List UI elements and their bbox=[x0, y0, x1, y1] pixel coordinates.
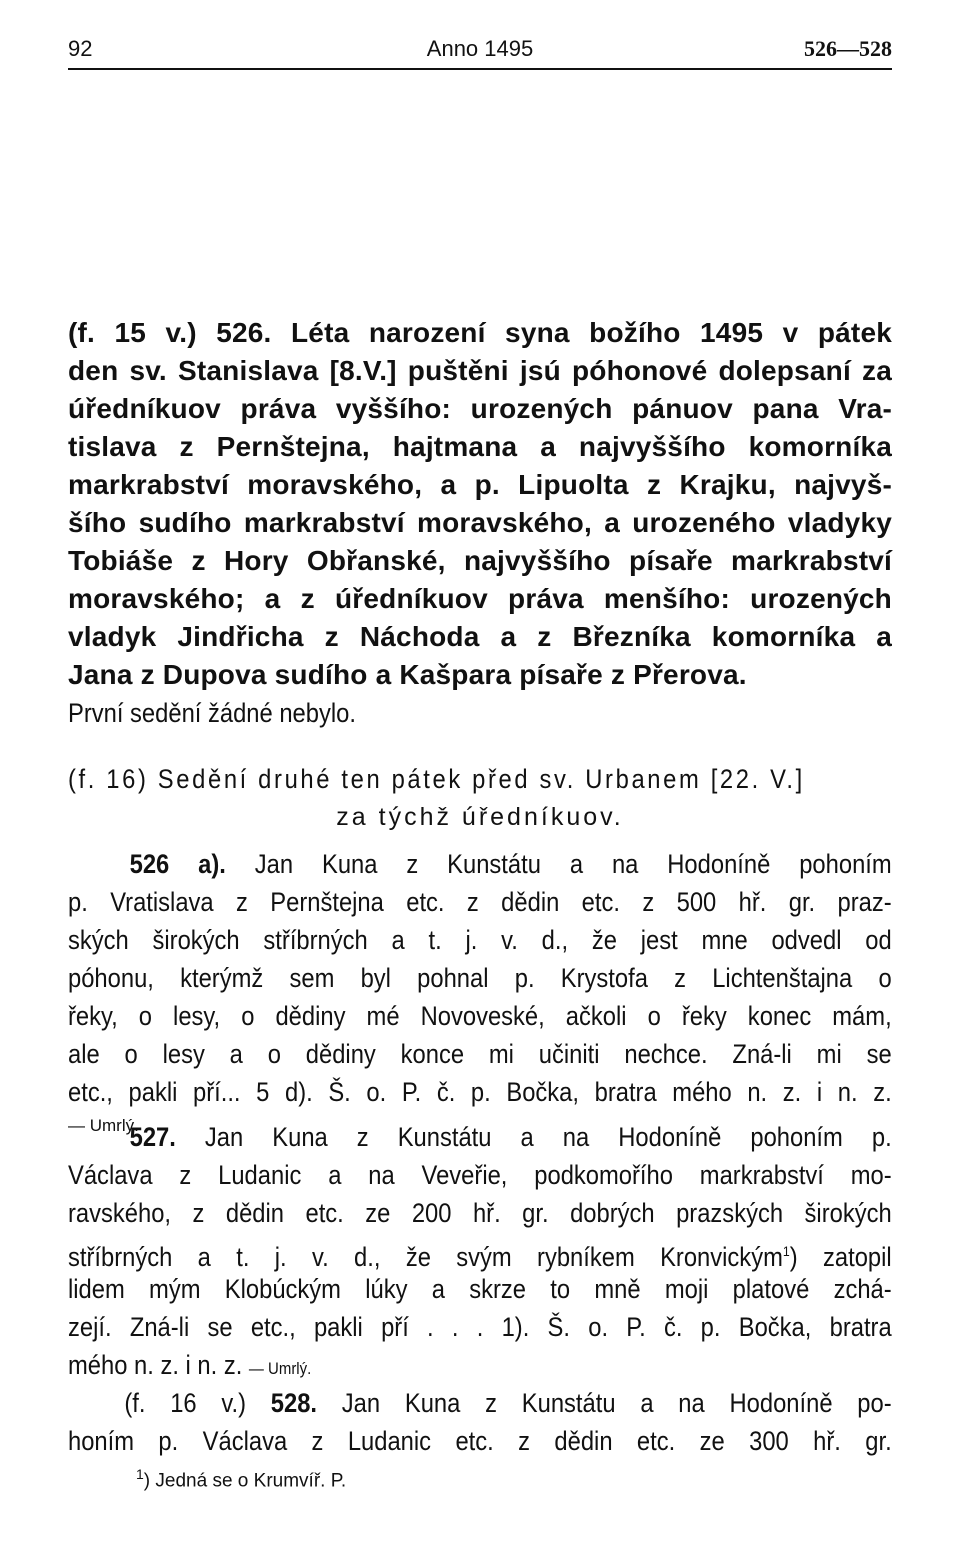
entry-526a-number: 526 a). bbox=[129, 849, 226, 879]
entry-527-line-4 bbox=[68, 1232, 892, 1270]
entry-527-verdict: — Umrlý. bbox=[248, 1359, 312, 1378]
entry-526 bbox=[68, 314, 892, 732]
entry-527-number: 527. bbox=[129, 1122, 176, 1152]
entry-528-line-2: honím p. Václava z Ludanic etc. z dědin etc. ze 300 hř. gr. bbox=[68, 1426, 892, 1456]
entry-526-line-9: vladyk Jindřicha z Náchoda a z Březníka komorníka a bbox=[68, 621, 892, 652]
entry-528-prefix: (f. 16 v.) bbox=[124, 1388, 247, 1418]
running-title: Anno 1495 bbox=[426, 36, 534, 61]
entry-527-line-6: zejí. Zná-li se etc., pakli pří . . . 1). Š. o. P. č. p. Bočka, bratra bbox=[68, 1312, 892, 1342]
entry-528 bbox=[68, 1384, 892, 1460]
entry-526-line-8: moravského; a z úředníkuov práva menšího: urozených bbox=[68, 583, 892, 614]
entry-526-line-3: úředníkuov práva vyššího: urozených pánuov pana Vra- bbox=[68, 393, 892, 424]
entry-527-line-7 bbox=[68, 1346, 892, 1384]
session-line-2: za týchž úředníkuov. bbox=[336, 803, 624, 831]
entry-526-line-5: markrabství moravského, a p. Lipuolta z Krajku, najvyš- bbox=[68, 469, 892, 500]
entry-527-line-4-text: stříbrných a t. j. v. d., že svým rybníkem Kronvickým bbox=[68, 1242, 783, 1272]
footnote bbox=[136, 1466, 346, 1492]
entry-527-line-1 bbox=[68, 1118, 892, 1156]
page-number: 92 bbox=[68, 36, 93, 61]
entry-526a-line-3: ských širokých stříbrných a t. j. v. d., že jest mne odvedl od bbox=[68, 925, 892, 955]
entry-526a-line-1 bbox=[68, 845, 892, 883]
entry-526a-line-4: póhonu, kterýmž sem byl pohnal p. Krystofa z Lichtenštajna o bbox=[68, 963, 892, 993]
entry-526-line-10: Jana z Dupova sudího a Kašpara písaře z Přerova. bbox=[68, 659, 747, 690]
session-line-1: (f. 16) Sedění druhé ten pátek před sv. Urbanem [22. V.] bbox=[68, 764, 805, 794]
entry-range: 526—528 bbox=[804, 36, 892, 61]
entry-527-line-4-tail: ) zatopil bbox=[789, 1242, 892, 1272]
entry-528-number: 528. bbox=[270, 1388, 318, 1418]
entry-527-line-3: ravského, z dědin etc. ze 200 hř. gr. dobrých prazských širokých bbox=[68, 1198, 892, 1228]
footnote-text: ) Jedná se o Krumvíř. P. bbox=[143, 1470, 347, 1492]
entry-526-line-7: Tobiáše z Hory Obřanské, najvyššího písaře markrabství bbox=[68, 545, 892, 576]
entry-527-line-7-text: mého n. z. i n. z. bbox=[68, 1350, 243, 1380]
session-heading bbox=[68, 760, 892, 836]
entry-526-line-1: (f. 15 v.) 526. Léta narození syna božího 1495 v pátek bbox=[68, 317, 892, 348]
entry-526a-first: Jan Kuna z Kunstátu a na Hodoníně pohoním bbox=[254, 849, 892, 879]
footnote-mark: 1 bbox=[136, 1466, 144, 1482]
entry-526a-line-6: ale o lesy a o dědiny konce mi učiniti nechce. Zná-li mi se bbox=[68, 1039, 892, 1069]
footnote-ref: 1 bbox=[782, 1243, 790, 1259]
entry-526a-line-5: řeky, o lesy, o dědiny mé Novoveské, ačkoli o řeky konec mám, bbox=[68, 1001, 892, 1031]
entry-527-line-2: Václava z Ludanic a na Veveřie, podkomořího markrabství mo- bbox=[68, 1160, 892, 1190]
entry-526a bbox=[68, 845, 892, 1141]
entry-526-line-6: šího sudího markrabství moravského, a urozeného vladyky bbox=[68, 507, 892, 538]
entry-527-first: Jan Kuna z Kunstátu a na Hodoníně pohoním p. bbox=[204, 1122, 892, 1152]
entry-528-line-1 bbox=[68, 1384, 892, 1422]
entry-526-line-2: den sv. Stanislava [8.V.] puštěni jsú póhonové dolepsaní za bbox=[68, 355, 892, 386]
entry-526-note: První sedění žádné nebylo. bbox=[68, 698, 356, 728]
entry-526-line-4: tislava z Pernštejna, hajtmana a najvyššího komorníka bbox=[68, 431, 892, 462]
entry-528-first: Jan Kuna z Kunstátu a na Hodoníně po- bbox=[341, 1388, 892, 1418]
header-rule bbox=[68, 68, 892, 70]
entry-527 bbox=[68, 1118, 892, 1384]
entry-526a-line-7: etc., pakli pří... 5 d). Š. o. P. č. p. Bočka, bratra mého n. z. i n. z. bbox=[68, 1077, 892, 1107]
entry-526a-line-2: p. Vratislava z Pernštejna etc. z dědin etc. z 500 hř. gr. praz- bbox=[68, 887, 892, 917]
entry-527-line-5: lidem mým Klobúckým lúky a skrze to mně moji platové zchá- bbox=[68, 1274, 892, 1304]
entry-526a-verdict: — Umrlý. bbox=[68, 1116, 139, 1135]
